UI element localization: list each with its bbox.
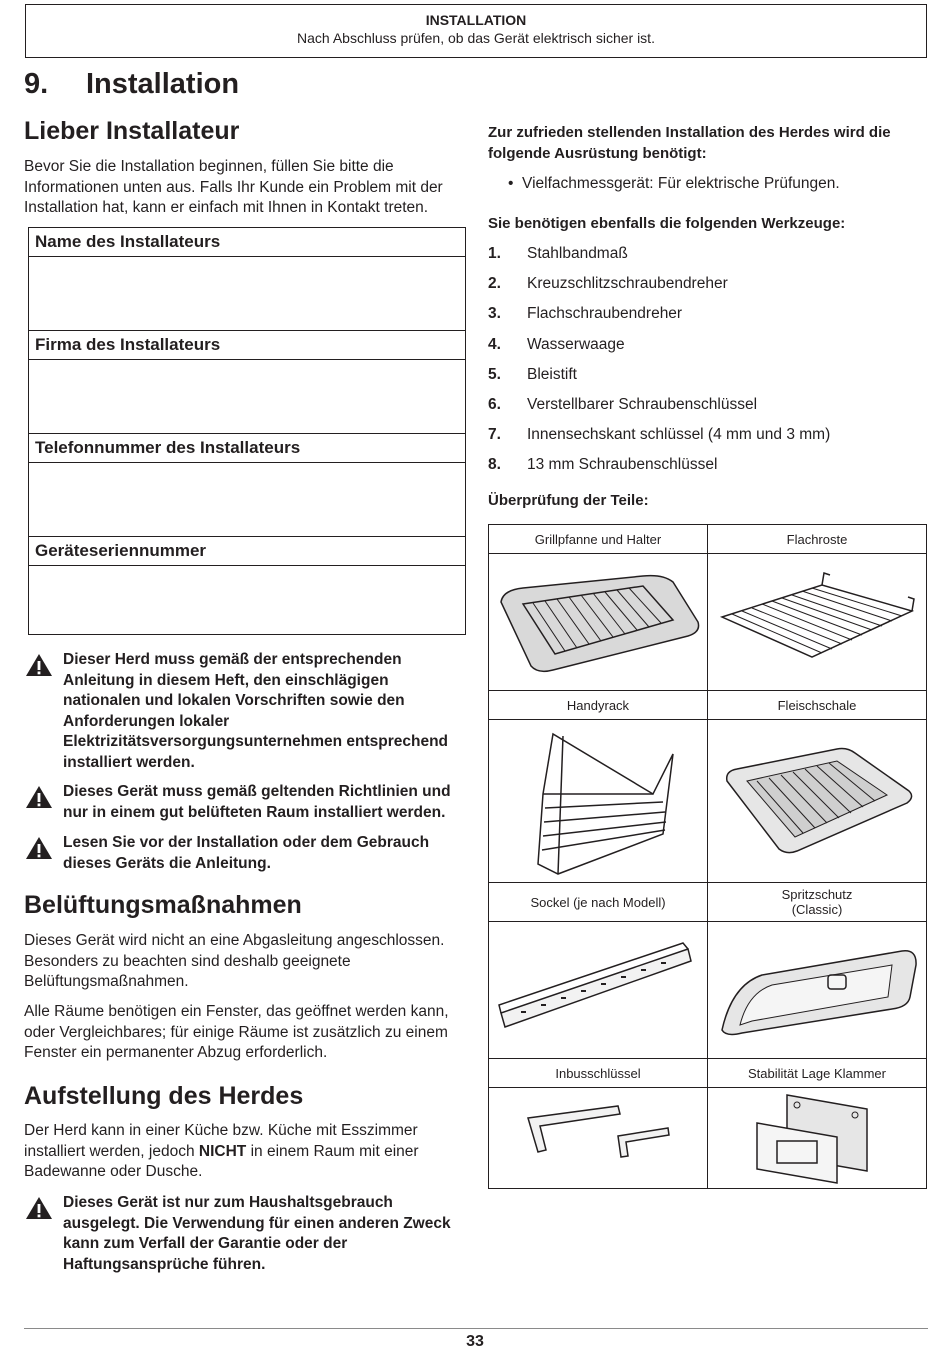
part-image-cell: [708, 720, 927, 883]
part-label-meat-tray: Fleischschale: [708, 691, 927, 720]
field-label-installer-company: Firma des Installateurs: [29, 331, 465, 360]
warning-text: Lesen Sie vor der Installation oder dem Gebrauch dieses Geräts die Anleitung.: [63, 834, 430, 872]
plinth-icon: [493, 935, 703, 1045]
installer-heading: Lieber Installateur: [24, 117, 240, 145]
installer-intro: Bevor Sie die Installation beginnen, füllen Sie bitte die Informationen unten aus. Falls Ihr Kunde ein Problem mit der Installation hat, kann er einfach mit Ihnen in Kontakt treten.: [24, 158, 443, 216]
handyrack-icon: [513, 724, 683, 879]
list-item-number: 4.: [488, 335, 501, 353]
warning-installation: [24, 650, 469, 773]
list-item: [488, 305, 928, 335]
tools-list: [488, 245, 928, 487]
list-item-label: Flachschraubendreher: [527, 305, 683, 323]
parts-table: [488, 524, 927, 1189]
splashback-icon: [712, 935, 922, 1045]
placement-heading: Aufstellung des Herdes: [24, 1082, 304, 1110]
list-item-label: Bleistift: [527, 365, 577, 383]
part-image-cell: [489, 1088, 708, 1189]
warning-icon: [24, 652, 54, 678]
field-installer-company[interactable]: [29, 360, 465, 434]
list-item-number: 3.: [488, 305, 501, 323]
part-image-cell: [708, 554, 927, 691]
list-item: [488, 366, 928, 396]
placement-text-1: Der Herd kann in einer Küche bzw. Küche mit Esszimmer installiert werden, jedoch: [24, 1122, 418, 1160]
list-item-label: Stahlbandmaß: [527, 245, 628, 262]
part-image-cell: [489, 922, 708, 1059]
hex-key-icon: [508, 1098, 688, 1178]
part-label-flat-shelf: Flachroste: [708, 525, 927, 554]
list-item: [488, 275, 928, 305]
part-image-cell: [708, 1088, 927, 1189]
list-item-number: 2.: [488, 275, 501, 293]
installer-form: [28, 227, 466, 635]
section-number: 9.: [24, 68, 49, 100]
ventilation-heading: Belüftungsmaßnahmen: [24, 891, 302, 919]
parts-heading: Überprüfung der Teile:: [488, 492, 649, 509]
part-label-stability-bracket: Stabilität Lage Klammer: [708, 1059, 927, 1088]
list-item-label: 13 mm Schraubenschlüssel: [527, 456, 718, 474]
list-item: [488, 426, 928, 456]
warning-icon: [24, 835, 54, 861]
section-title-text: Installation: [86, 68, 240, 100]
equipment-item: • Vielfachmessgerät: Für elektrische Prüfungen.: [508, 175, 840, 192]
list-item-label: Innensechskant schlüssel (4 mm und 3 mm): [527, 426, 831, 444]
ventilation-paragraph-1: Dieses Gerät wird nicht an eine Abgasleitung angeschlossen. Besonders zu beachten sind deshalb geeignete Belüftungsmaßnahmen.: [24, 932, 445, 990]
tools-heading: Sie benötigen ebenfalls die folgenden Werkzeuge:: [488, 215, 846, 232]
field-label-installer-name: Name des Installateurs: [29, 228, 465, 257]
part-label-handyrack: Handyrack: [489, 691, 708, 720]
warning-text: Dieser Herd muss gemäß der entsprechenden Anleitung in diesem Heft, den einschlägigen nationalen und lokalen Vorschriften sowie den Anforderungen lokaler Elektrizitätsversorgungsunternehmen entsprechend installiert werden.: [63, 651, 449, 771]
field-serial-number[interactable]: [29, 566, 465, 634]
meat-tray-icon: [717, 741, 917, 861]
warning-icon: [24, 1195, 54, 1221]
list-item-number: 6.: [488, 395, 501, 413]
part-label-hex-key: Inbusschlüssel: [489, 1059, 708, 1088]
list-item: [488, 336, 928, 366]
part-image-cell: [489, 720, 708, 883]
list-item-label: Wasserwaage: [527, 335, 625, 353]
placement-paragraph: [24, 1121, 464, 1183]
warning-read-manual: [24, 833, 469, 874]
warning-ventilation: [24, 782, 469, 823]
part-image-cell: [489, 554, 708, 691]
grill-pan-icon: [493, 562, 703, 682]
field-installer-name[interactable]: [29, 257, 465, 331]
list-item-number: 8.: [488, 456, 501, 474]
part-label-splashback-line1: Spritzschutz: [781, 887, 853, 902]
footer-divider: [24, 1328, 928, 1329]
field-label-installer-phone: Telefonnummer des Installateurs: [29, 434, 465, 463]
page-number: 33: [466, 1333, 484, 1350]
equipment-heading: Zur zufrieden stellenden Installation des Herdes wird die folgende Ausrüstung benötigt:: [488, 124, 891, 162]
stability-bracket-icon: [737, 1091, 897, 1186]
header-subtitle: Nach Abschluss prüfen, ob das Gerät elektrisch sicher ist.: [297, 30, 655, 46]
field-label-serial-number: Geräteseriennummer: [29, 537, 465, 566]
part-label-splashback: [708, 883, 927, 922]
placement-text-2: in einem Raum mit einer Badewanne oder Dusche.: [24, 1142, 419, 1180]
warning-icon: [24, 784, 54, 810]
field-installer-phone[interactable]: [29, 463, 465, 537]
list-item: [488, 456, 928, 486]
list-item-number: 1.: [488, 245, 501, 262]
part-label-splashback-line2: (Classic): [791, 902, 843, 917]
ventilation-paragraph-2: Alle Räume benötigen ein Fenster, das geöffnet werden kann, oder Vergleichbares; für einige Räume ist zusätzlich zu einem Fenster ein permanenter Abzug erforderlich.: [24, 1003, 449, 1061]
page-header: [25, 4, 927, 58]
warning-text: Dieses Gerät muss gemäß geltenden Richtlinien und nur in einem gut belüfteten Raum installiert werden.: [63, 783, 451, 821]
list-item: [488, 245, 928, 275]
list-item: [488, 396, 928, 426]
list-item-label: Verstellbarer Schraubenschlüssel: [527, 395, 758, 413]
equipment-item-label: Vielfachmessgerät: Für elektrische Prüfungen.: [522, 175, 840, 192]
part-label-plinth: Sockel (je nach Modell): [489, 883, 708, 922]
warning-household-use: [24, 1193, 469, 1275]
part-image-cell: [708, 922, 927, 1059]
flat-shelf-icon: [712, 567, 922, 677]
list-item-number: 5.: [488, 365, 501, 383]
list-item-label: Kreuzschlitzschraubendreher: [527, 275, 728, 293]
warning-text: Dieses Gerät ist nur zum Haushaltsgebrauch ausgelegt. Die Verwendung für einen anderen Zweck kann zum Verfall der Garantie oder der Haftungsansprüche führen.: [63, 1194, 451, 1273]
part-label-grill-pan: Grillpfanne und Halter: [489, 525, 708, 554]
placement-emphasis: NICHT: [198, 1142, 247, 1160]
section-title: [24, 68, 239, 101]
header-title: INSTALLATION: [425, 12, 527, 28]
list-item-number: 7.: [488, 426, 501, 444]
